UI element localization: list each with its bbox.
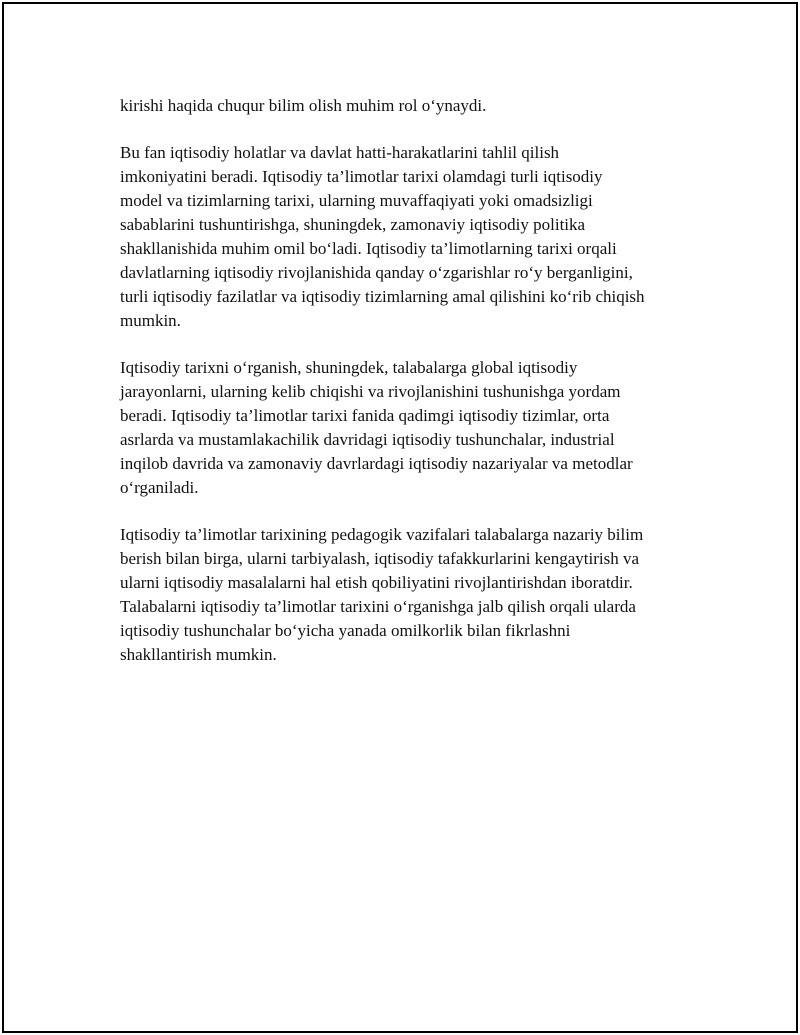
document-page <box>2 2 798 1033</box>
text-line: turli iqtisodiy fazilatlar va iqtisodiy tizimlarning amal qilishini ko‘rib chiqish <box>120 287 645 306</box>
paragraph-3 <box>120 356 700 500</box>
text-line: davlatlarning iqtisodiy rivojlanishida qanday o‘zgarishlar ro‘y berganligini, <box>120 263 633 282</box>
text-line: Iqtisodiy tarixni o‘rganish, shuningdek, talabalarga global iqtisodiy <box>120 358 578 377</box>
text-line: asrlarda va mustamlakachilik davridagi iqtisodiy tushunchalar, industrial <box>120 430 615 449</box>
text-line: Bu fan iqtisodiy holatlar va davlat hatti-harakatlarini tahlil qilish <box>120 143 560 162</box>
text-line: o‘rganiladi. <box>120 478 199 497</box>
text-line: shakllanishida muhim omil bo‘ladi. Iqtisodiy ta’limotlarning tarixi orqali <box>120 239 617 258</box>
text-line: iqtisodiy tushunchalar bo‘yicha yanada omilkorlik bilan fikrlashni <box>120 621 571 640</box>
text-line: shakllantirish mumkin. <box>120 645 277 664</box>
text-line: ularni iqtisodiy masalalarni hal etish qobiliyatini rivojlantirishdan iboratdir. <box>120 573 633 592</box>
text-line: Talabalarni iqtisodiy ta’limotlar tarixini o‘rganishga jalb qilish orqali ularda <box>120 597 636 616</box>
text-line: mumkin. <box>120 311 181 330</box>
document-body <box>120 94 700 690</box>
text-line: Iqtisodiy ta’limotlar tarixining pedagogik vazifalari talabalarga nazariy bilim <box>120 525 644 544</box>
text-line: kirishi haqida chuqur bilim olish muhim rol o‘ynaydi. <box>120 96 487 115</box>
text-line: sabablarini tushuntirishga, shuningdek, zamonaviy iqtisodiy politika <box>120 215 586 234</box>
text-line: jarayonlarni, ularning kelib chiqishi va rivojlanishini tushunishga yordam <box>120 382 621 401</box>
text-line: imkoniyatini beradi. Iqtisodiy ta’limotlar tarixi olamdagi turli iqtisodiy <box>120 167 603 186</box>
paragraph-2 <box>120 141 700 333</box>
paragraph-1 <box>120 94 700 118</box>
text-line: inqilob davrida va zamonaviy davrlardagi iqtisodiy nazariyalar va metodlar <box>120 454 633 473</box>
paragraph-4 <box>120 523 700 667</box>
text-line: beradi. Iqtisodiy ta’limotlar tarixi fanida qadimgi iqtisodiy tizimlar, orta <box>120 406 610 425</box>
text-line: model va tizimlarning tarixi, ularning muvaffaqiyati yoki omadsizligi <box>120 191 593 210</box>
text-line: berish bilan birga, ularni tarbiyalash, iqtisodiy tafakkurlarini kengaytirish va <box>120 549 639 568</box>
